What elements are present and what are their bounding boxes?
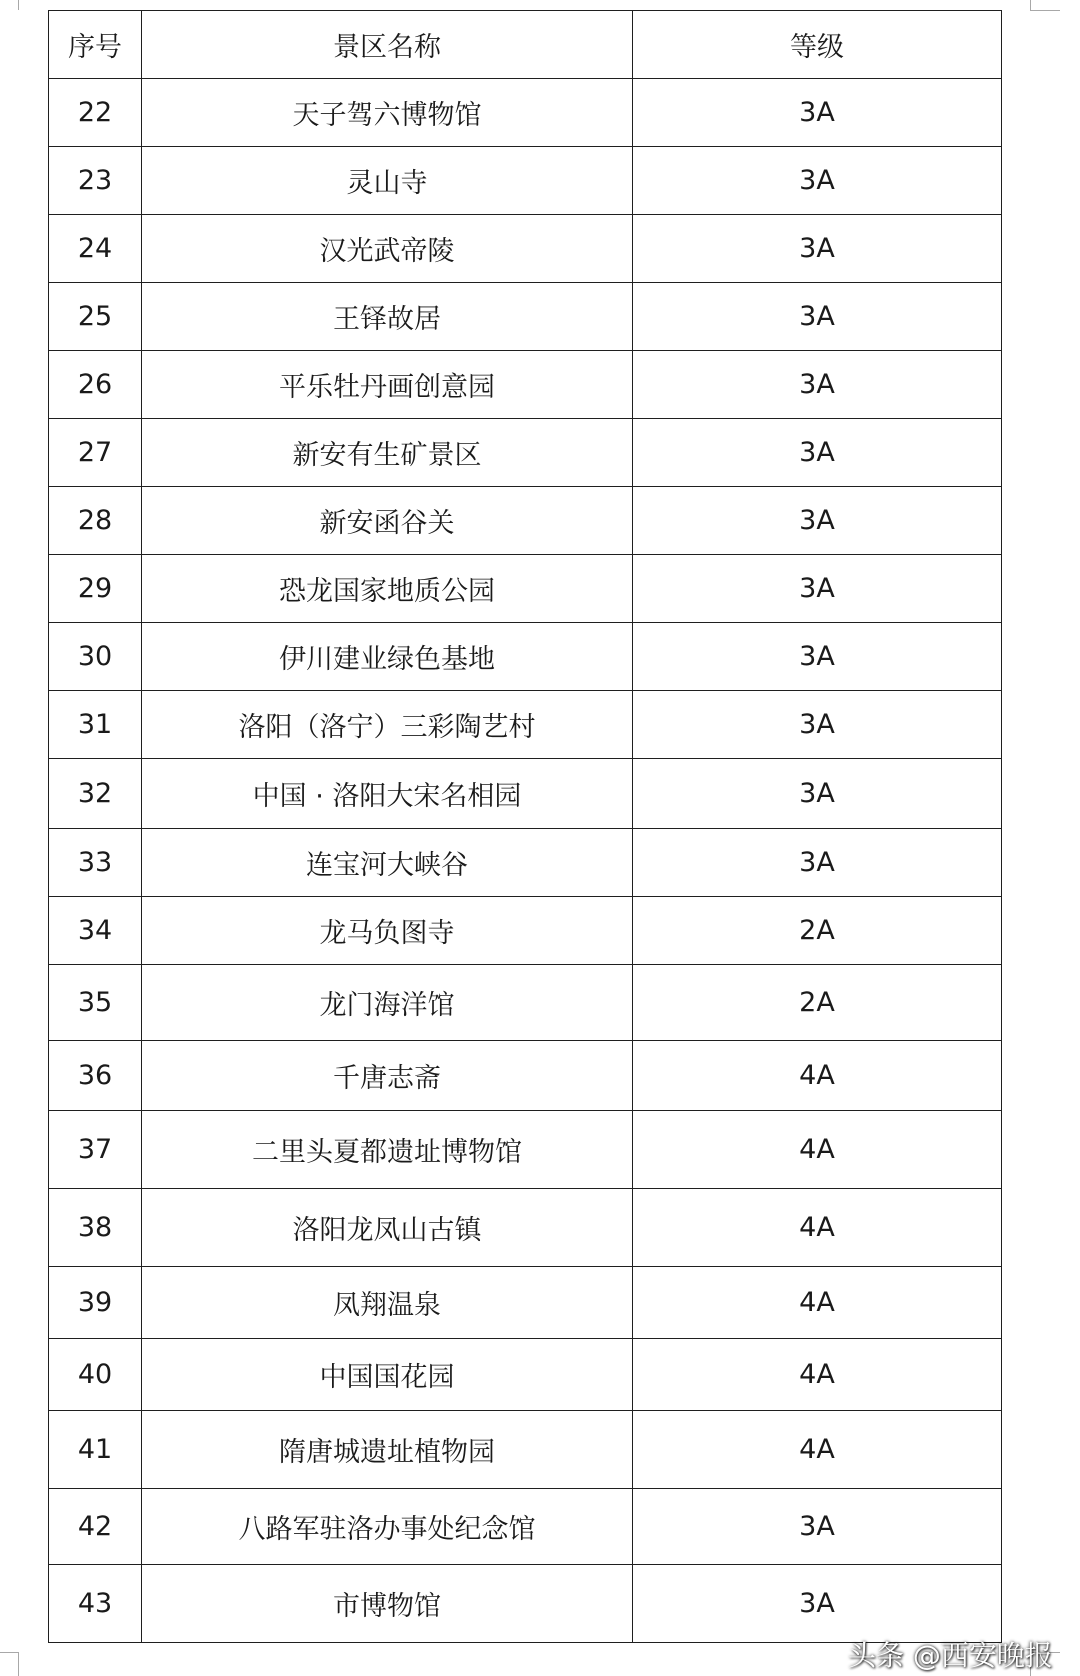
table-row — [49, 965, 1002, 1041]
row-level: 3A — [633, 419, 1002, 487]
crop-mark-bottom-left — [18, 1652, 19, 1676]
row-index: 35 — [49, 965, 142, 1041]
source-watermark: 头条 @西安晚报 — [848, 1639, 1053, 1672]
row-level: 4A — [633, 1267, 1002, 1339]
row-index: 31 — [49, 691, 142, 759]
row-index: 34 — [49, 897, 142, 965]
row-site-name: 灵山寺 — [142, 147, 633, 215]
table-row — [49, 1189, 1002, 1267]
row-index: 28 — [49, 487, 142, 555]
row-site-name: 恐龙国家地质公园 — [142, 555, 633, 623]
table-row — [49, 1411, 1002, 1489]
row-level: 3A — [633, 555, 1002, 623]
row-site-name: 新安函谷关 — [142, 487, 633, 555]
row-site-name: 洛阳龙凤山古镇 — [142, 1189, 633, 1267]
table-row — [49, 283, 1002, 351]
header-level: 等级 — [633, 11, 1002, 79]
row-index: 29 — [49, 555, 142, 623]
table-row — [49, 1111, 1002, 1189]
row-level: 2A — [633, 965, 1002, 1041]
row-level: 4A — [633, 1411, 1002, 1489]
table-row — [49, 351, 1002, 419]
table-row — [49, 79, 1002, 147]
table-row — [49, 215, 1002, 283]
row-index: 32 — [49, 759, 142, 829]
row-index: 38 — [49, 1189, 142, 1267]
row-level: 3A — [633, 759, 1002, 829]
crop-mark-top-right-h — [1030, 10, 1060, 11]
row-level: 3A — [633, 79, 1002, 147]
row-level: 3A — [633, 487, 1002, 555]
table-row — [49, 147, 1002, 215]
row-site-name: 隋唐城遗址植物园 — [142, 1411, 633, 1489]
row-site-name: 千唐志斋 — [142, 1041, 633, 1111]
table-row — [49, 487, 1002, 555]
table-row — [49, 623, 1002, 691]
row-level: 3A — [633, 283, 1002, 351]
row-index: 25 — [49, 283, 142, 351]
row-index: 26 — [49, 351, 142, 419]
row-site-name: 市博物馆 — [142, 1565, 633, 1643]
row-index: 42 — [49, 1489, 142, 1565]
row-site-name: 天子驾六博物馆 — [142, 79, 633, 147]
row-index: 30 — [49, 623, 142, 691]
row-site-name: 汉光武帝陵 — [142, 215, 633, 283]
row-site-name: 伊川建业绿色基地 — [142, 623, 633, 691]
row-index: 24 — [49, 215, 142, 283]
table-row — [49, 691, 1002, 759]
crop-mark-top-left — [18, 0, 19, 10]
row-level: 3A — [633, 623, 1002, 691]
row-level: 4A — [633, 1111, 1002, 1189]
table-row — [49, 1565, 1002, 1643]
table-row — [49, 1489, 1002, 1565]
table-row — [49, 1339, 1002, 1411]
row-index: 37 — [49, 1111, 142, 1189]
row-level: 3A — [633, 351, 1002, 419]
row-site-name: 新安有生矿景区 — [142, 419, 633, 487]
row-site-name: 龙门海洋馆 — [142, 965, 633, 1041]
row-site-name: 八路军驻洛办事处纪念馆 — [142, 1489, 633, 1565]
row-level: 2A — [633, 897, 1002, 965]
row-site-name: 平乐牡丹画创意园 — [142, 351, 633, 419]
row-index: 36 — [49, 1041, 142, 1111]
table-row — [49, 419, 1002, 487]
row-site-name: 中国国花园 — [142, 1339, 633, 1411]
table-row — [49, 555, 1002, 623]
table-row — [49, 759, 1002, 829]
row-site-name: 中国 · 洛阳大宋名相园 — [142, 759, 633, 829]
row-level: 3A — [633, 215, 1002, 283]
row-site-name: 连宝河大峡谷 — [142, 829, 633, 897]
row-level: 3A — [633, 691, 1002, 759]
row-index: 33 — [49, 829, 142, 897]
row-index: 43 — [49, 1565, 142, 1643]
table-row — [49, 897, 1002, 965]
row-site-name: 王铎故居 — [142, 283, 633, 351]
row-level: 3A — [633, 1489, 1002, 1565]
row-index: 41 — [49, 1411, 142, 1489]
row-level: 3A — [633, 1565, 1002, 1643]
row-index: 39 — [49, 1267, 142, 1339]
row-level: 4A — [633, 1189, 1002, 1267]
row-level: 4A — [633, 1041, 1002, 1111]
row-site-name: 凤翔温泉 — [142, 1267, 633, 1339]
table-header-row — [49, 11, 1002, 79]
row-index: 40 — [49, 1339, 142, 1411]
row-site-name: 洛阳（洛宁）三彩陶艺村 — [142, 691, 633, 759]
crop-mark-bottom-left-h — [0, 1652, 18, 1653]
row-site-name: 二里头夏都遗址博物馆 — [142, 1111, 633, 1189]
row-index: 22 — [49, 79, 142, 147]
header-index: 序号 — [49, 11, 142, 79]
header-site-name: 景区名称 — [142, 11, 633, 79]
table-row — [49, 1267, 1002, 1339]
row-index: 27 — [49, 419, 142, 487]
crop-mark-top-right — [1030, 0, 1031, 10]
row-index: 23 — [49, 147, 142, 215]
table-row — [49, 829, 1002, 897]
scenic-spots-table — [48, 10, 1002, 1643]
row-site-name: 龙马负图寺 — [142, 897, 633, 965]
row-level: 4A — [633, 1339, 1002, 1411]
table-row — [49, 1041, 1002, 1111]
row-level: 3A — [633, 829, 1002, 897]
row-level: 3A — [633, 147, 1002, 215]
